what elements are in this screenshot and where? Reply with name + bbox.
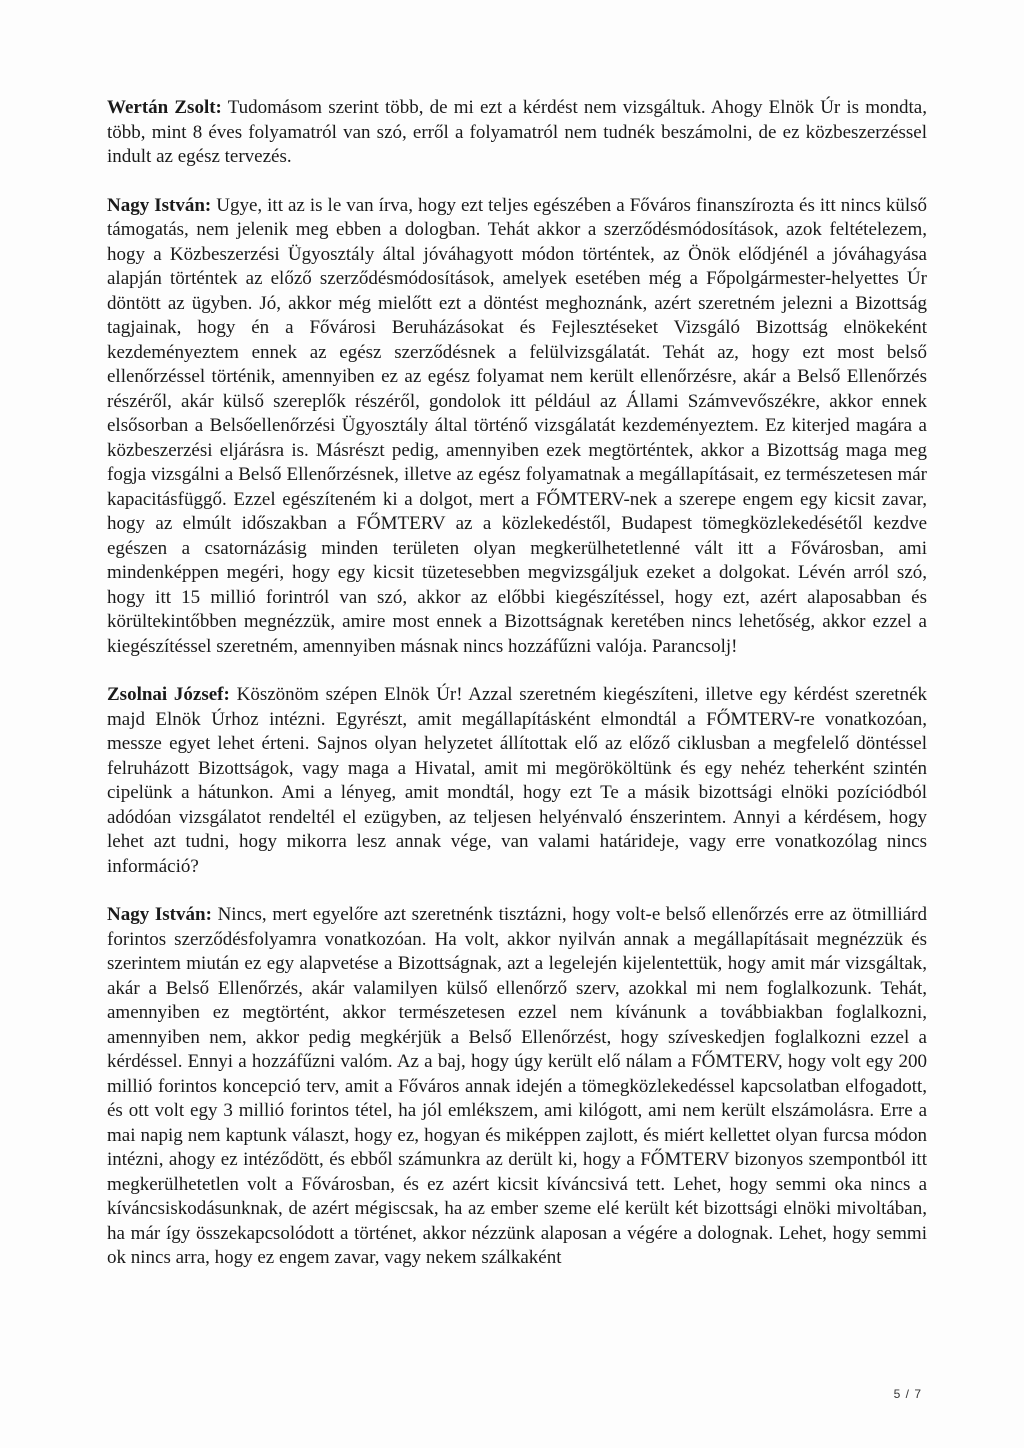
transcript-paragraph [107,903,927,1271]
speaker-name: Nagy István: [107,194,212,216]
paragraph-text: Köszönöm szépen Elnök Úr! Azzal szeretném kiegészíteni, illetve egy kérdést szeretnék majd Elnök Úrhoz intézni. Egyrészt, amit megállapításként elmondtál a FŐMTERV-re vonatkozóan, messze egyet lehet érteni. Sajnos olyan helyzetet állítottak elő az előző ciklusban a megfelelő döntéssel felruházott Bizottságok, vagy maga a Hivatal, amit mi megörököltünk és egy nehéz teherként szintén cipelünk a hátunkon. Ami a lényeg, amit mondtál, hogy ezt Te a másik bizottsági elnöki pozíciódból adódóan vizsgálatot rendeltél el ezügyben, az teljesen helyénvaló énszerintem. Annyi a kérdésem, hogy lehet azt tudni, hogy mikorra lesz annak vége, van valami határideje, vagy erre vonatkozólag nincs információ? [107,684,927,877]
paragraph-text: Ugye, itt az is le van írva, hogy ezt teljes egészében a Főváros finanszírozta és itt nincs külső támogatás, nem jelenik meg ebben a dologban. Tehát akkor a szerződésmódosítások, azok feltételezem, hogy a Közbeszerzési Ügyosztály által jóváhagyott módon történtek, az Önök elődjénél a jóváhagyása alapján történtek az előző szerződésmódosítások, amelyek esetében még a Főpolgármester-helyettes Úr döntött az ügyben. Jó, akkor még mielőtt ezt a döntést meghoznánk, azért szeretném jelezni a Bizottság tagjainak, hogy én a Fővárosi Beruházásokat és Fejlesztéseket Vizsgáló Bizottság elnökeként kezdeményeztem ennek az egész szerződésnek a felülvizsgálatát. Tehát az, hogy ezt most belső ellenőrzéssel történik, amennyiben ez az egész folyamat nem került ellenőrzésre, akár a Belső Ellenőrzés részéről, akár külső szereplők részéről, gondolok itt például az Állami Számvevőszékre, akkor ennek elsősorban a Belsőellenőrzési Ügyosztály által történő vizsgálatát kezdeményeztem. Ez kiterjed magára a közbeszerzési eljárásra is. Másrészt pedig, amennyiben ezek megtörténtek, akkor a Bizottság maga meg fogja vizsgálni a Belső Ellenőrzésnek, illetve az egész folyamatnak a megállapításait, ez természetesen már kapacitásfüggő. Ezzel egészíteném ki a dolgot, mert a FŐMTERV-nek a szerepe engem egy kicsit zavar, hogy az elmúlt időszakban a FŐMTERV az a közlekedéstől, Budapest tömegközlekedésétől kezdve egészen a csatornázásig minden területen olyan megkerülhetetlenné vált itt a Fővárosban, ami mindenképpen megéri, hogy egy kicsit tüzetesebben megvizsgáljuk ezeket a dolgokat. Lévén arról szó, hogy itt 15 millió forintról van szó, akkor az előbbi kiegészítéssel, hogy ezt, azért alaposabban és körültekintőbben megnézzük, amire most ennek a Bizottságnak keretében nincs lehetőség, akkor ezzel a kiegészítéssel szeretném, amennyiben másnak nincs hozzáfűzni valója. Parancsolj! [107,194,928,657]
transcript-paragraph [107,96,927,170]
transcript-body [107,96,927,1295]
transcript-paragraph [107,683,927,879]
speaker-name: Zsolnai József: [107,684,230,705]
paragraph-text: Nincs, mert egyelőre azt szeretnénk tisztázni, hogy volt-e belső ellenőrzés erre az ötmilliárd forintos szerződésfolyamra vonatkozóan. Ha volt, akkor nyilván annak a megállapításait megnézzük és szerintem miután ez egy alapvetése a Bizottságnak, azt a legelején kijelentettük, hogy amit már vizsgáltak, akár a Belső Ellenőrzés, akár valamilyen külső ellenőrző szerv, azokkal mi nem foglalkozunk. Tehát, amennyiben ez megtörtént, akkor természetesen ezzel nem kívánunk a továbbiakban foglalkozni, amennyiben nem, akkor pedig megkérjük a Belső Ellenőrzést, hogy szíveskedjen foglalkozni ezzel a kérdéssel. Ennyi a hozzáfűzni valóm. Az a baj, hogy úgy került elő nálam a FŐMTERV, hogy volt egy 200 millió forintos koncepció terv, amit a Főváros annak idején a tömegközlekedéssel kapcsolatban elfogadott, és ott volt egy 3 millió forintos tétel, ha jól emlékszem, ami kilógott, ami nem került elszámolásra. Erre a mai napig nem kaptunk választ, hogy ez, hogyan és miképpen zajlott, és miért kellettet olyan furcsa módon intézni, ahogy ez intéződött, és ebből számunkra az derült ki, hogy a FŐMTERV bizonyos szempontból itt megkerülhetetlen volt a Fővárosban, és ez azért kicsit kíváncsivá tett. Lehet, hogy semmi oka nincs a kíváncsiskodásunknak, de azért mégiscsak, ha az ember szeme elé került két bizottsági elnöki mivoltában, ha már így összekapcsolódott a történet, akkor nézzünk alaposan a végére a dolognak. Lehet, hogy semmi ok nincs arra, hogy ez engem zavar, vagy nekem szálkaként [107,904,928,1268]
transcript-paragraph [107,194,927,660]
paragraph-text: Tudomásom szerint több, de mi ezt a kérdést nem vizsgáltuk. Ahogy Elnök Úr is mondta, több, mint 8 éves folyamatról van szó, erről a folyamatról nem tudnék beszámolni, de ez közbeszerzéssel indult az egész tervezés. [107,97,927,167]
page-number: 5 / 7 [893,1387,922,1401]
speaker-name: Nagy István: [107,904,212,925]
speaker-name: Wertán Zsolt: [107,97,222,118]
